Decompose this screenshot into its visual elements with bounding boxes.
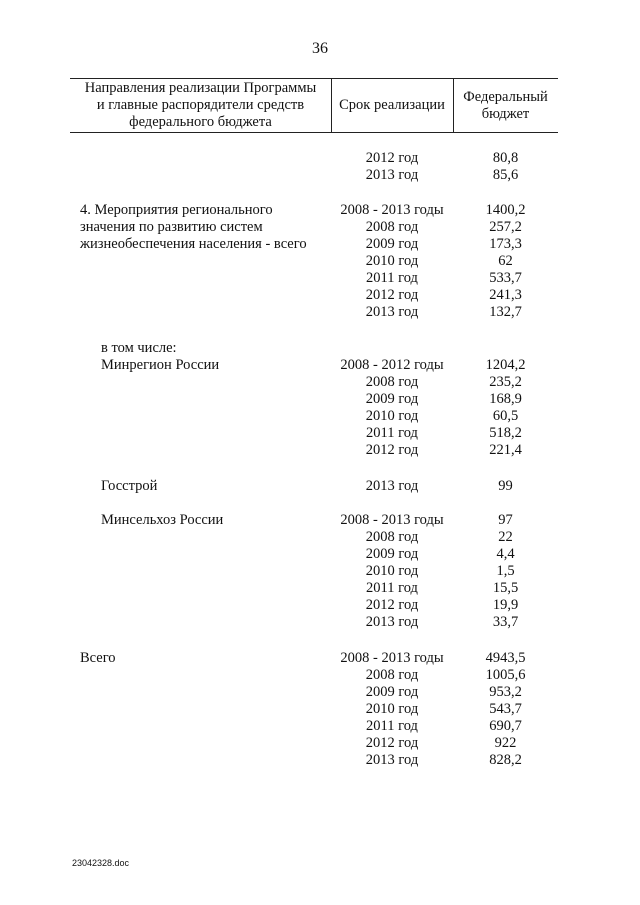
table-row <box>0 667 640 684</box>
row-description: значения по развитию систем <box>80 219 263 235</box>
table-row <box>0 287 640 304</box>
table-row <box>0 614 640 631</box>
row-period: 2012 год <box>365 442 419 458</box>
row-value: 4,4 <box>496 546 515 562</box>
table-row <box>0 512 640 529</box>
row-period: 2012 год <box>365 735 419 751</box>
row-period: 2008 - 2013 годы <box>340 512 444 528</box>
row-period: 2010 год <box>365 253 419 269</box>
header-period: Срок реализации <box>339 97 445 113</box>
table-row <box>0 478 640 495</box>
row-value: 168,9 <box>489 391 522 407</box>
row-value: 22 <box>498 529 513 545</box>
row-description: 4. Мероприятия регионального <box>80 202 273 218</box>
row-value: 99 <box>498 478 513 494</box>
table-row <box>0 735 640 752</box>
row-value: 1,5 <box>496 563 515 579</box>
row-description: Всего <box>80 650 116 666</box>
row-value: 1400,2 <box>485 202 526 218</box>
table-row <box>0 425 640 442</box>
row-value: 19,9 <box>492 597 519 613</box>
table-row <box>0 167 640 184</box>
table-row <box>0 529 640 546</box>
row-period: 2013 год <box>365 614 419 630</box>
row-period: 2009 год <box>365 546 419 562</box>
row-period: 2012 год <box>365 150 419 166</box>
table-row <box>0 340 640 357</box>
row-period: 2009 год <box>365 236 419 252</box>
row-period: 2010 год <box>365 408 419 424</box>
table-row <box>0 270 640 287</box>
header-directions-line: Направления реализации Программы <box>84 80 317 96</box>
row-value: 1005,6 <box>485 667 526 683</box>
row-value: 518,2 <box>489 425 522 441</box>
row-value: 132,7 <box>489 304 522 320</box>
table-row <box>0 752 640 769</box>
row-value: 690,7 <box>489 718 522 734</box>
header-federal-budget <box>453 79 558 132</box>
header-federal-budget-line: Федеральный <box>463 88 548 105</box>
table-row <box>0 442 640 459</box>
footer-document-code: 23042328.doc <box>72 858 130 868</box>
table-row <box>0 701 640 718</box>
table-row <box>0 236 640 253</box>
row-value: 828,2 <box>489 752 522 768</box>
row-period: 2013 год <box>365 167 419 183</box>
row-value: 15,5 <box>492 580 519 596</box>
table-row <box>0 718 640 735</box>
row-period: 2013 год <box>365 752 419 768</box>
table-row <box>0 304 640 321</box>
header-directions <box>70 79 331 132</box>
row-period: 2013 год <box>365 478 419 494</box>
row-description: в том числе: <box>101 340 177 356</box>
row-period: 2009 год <box>365 391 419 407</box>
page-number: 36 <box>312 40 328 57</box>
row-value: 235,2 <box>489 374 522 390</box>
row-period: 2008 - 2012 годы <box>340 357 444 373</box>
table-row <box>0 374 640 391</box>
table-row <box>0 357 640 374</box>
row-description: Минсельхоз России <box>101 512 224 528</box>
row-period: 2011 год <box>366 580 418 596</box>
row-value: 533,7 <box>489 270 522 286</box>
row-period: 2011 год <box>366 718 418 734</box>
row-period: 2013 год <box>365 304 419 320</box>
row-value: 62 <box>498 253 513 269</box>
row-value: 953,2 <box>489 684 522 700</box>
row-value: 33,7 <box>492 614 519 630</box>
table-row <box>0 546 640 563</box>
row-period: 2010 год <box>365 563 419 579</box>
header-directions-line: федерального бюджета <box>129 114 272 130</box>
row-value: 221,4 <box>489 442 522 458</box>
table-row <box>0 150 640 167</box>
row-period: 2008 год <box>365 667 419 683</box>
row-period: 2008 год <box>365 374 419 390</box>
table-row <box>0 253 640 270</box>
row-value: 80,8 <box>492 150 519 166</box>
row-value: 241,3 <box>489 287 522 303</box>
row-value: 173,3 <box>489 236 522 252</box>
row-value: 85,6 <box>492 167 519 183</box>
row-period: 2009 год <box>365 684 419 700</box>
row-value: 4943,5 <box>485 650 526 666</box>
row-value: 97 <box>498 512 513 528</box>
table-header-bottom-rule <box>70 132 558 133</box>
row-period: 2012 год <box>365 287 419 303</box>
row-period: 2011 год <box>366 270 418 286</box>
row-period: 2008 год <box>365 529 419 545</box>
table-row <box>0 408 640 425</box>
row-value: 60,5 <box>492 408 519 424</box>
row-period: 2012 год <box>365 597 419 613</box>
table-row <box>0 580 640 597</box>
row-description: Минрегион России <box>101 357 220 373</box>
row-period: 2011 год <box>366 425 418 441</box>
table-row <box>0 563 640 580</box>
row-description: Госстрой <box>101 478 158 494</box>
table-row <box>0 597 640 614</box>
table-row <box>0 202 640 219</box>
row-period: 2008 год <box>365 219 419 235</box>
row-period: 2010 год <box>365 701 419 717</box>
row-period: 2008 - 2013 годы <box>340 650 444 666</box>
row-value: 922 <box>494 735 517 751</box>
row-description: жизнеобеспечения населения - всего <box>80 236 307 252</box>
table-row <box>0 684 640 701</box>
row-value: 543,7 <box>489 701 522 717</box>
table-row <box>0 650 640 667</box>
row-value: 257,2 <box>489 219 522 235</box>
row-value: 1204,2 <box>485 357 526 373</box>
header-directions-line: и главные распорядители средств <box>96 97 305 113</box>
row-period: 2008 - 2013 годы <box>340 202 444 218</box>
table-row <box>0 219 640 236</box>
table-row <box>0 391 640 408</box>
header-federal-budget-line: бюджет <box>481 105 530 122</box>
